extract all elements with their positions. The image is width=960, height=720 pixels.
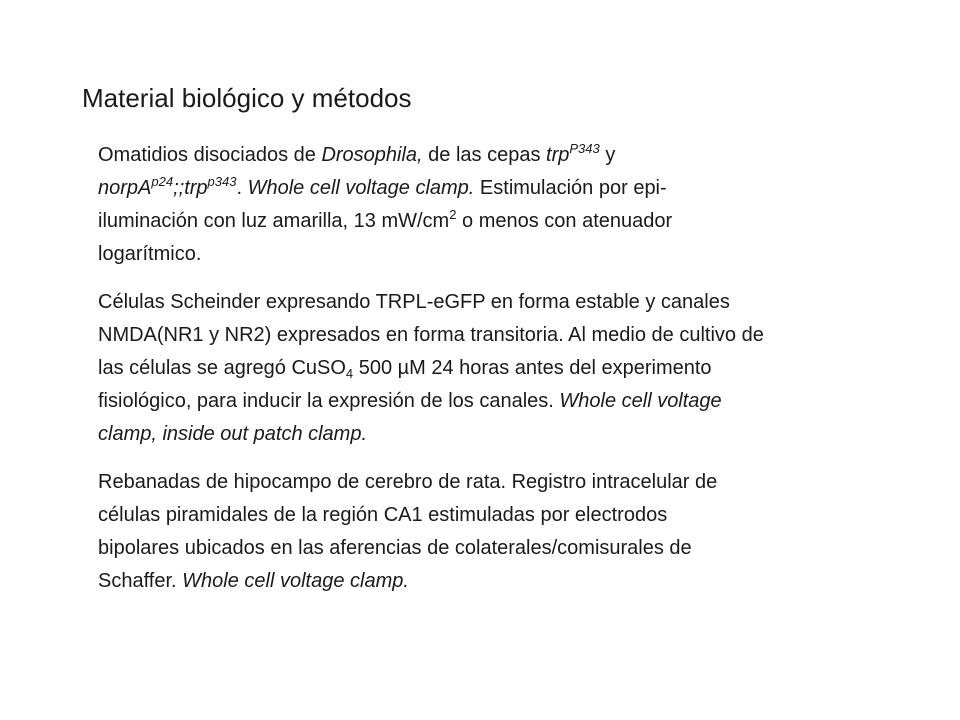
strain-superscript: p343 — [207, 174, 237, 189]
text: 500 µM 24 horas antes del experimento — [353, 357, 712, 379]
p3-line-4 — [98, 565, 943, 598]
p1-line-2 — [98, 172, 943, 205]
strain-name: norpA — [98, 177, 152, 199]
p1-line-1 — [98, 139, 943, 172]
paragraph-scheinder-cells — [98, 286, 943, 451]
p2-line-2: NMDA(NR1 y NR2) expresados en forma transitoria. Al medio de cultivo de — [98, 324, 764, 346]
p3-line-3: bipolares ubicados en las aferencias de colaterales/comisurales de — [98, 537, 692, 559]
p3-line-2: células piramidales de la región CA1 estimuladas por electrodos — [98, 504, 668, 526]
text: fisiológico, para inducir la expresión de los canales. — [98, 390, 560, 412]
paragraph-drosophila — [98, 139, 943, 271]
unit-superscript: 2 — [449, 207, 457, 222]
species-name: Drosophila, — [321, 144, 423, 166]
method-name: Whole cell voltage — [559, 390, 722, 412]
formula-subscript: 4 — [345, 366, 354, 381]
p2-line-5: clamp, inside out patch clamp. — [98, 423, 368, 445]
text: las células se agregó CuSO — [98, 357, 346, 379]
strain-name: ;;trp — [173, 177, 208, 199]
text: Omatidios disociados de — [98, 144, 322, 166]
text: . — [236, 177, 248, 199]
paragraph-hippocampus — [98, 466, 943, 598]
p2-line-4 — [98, 385, 943, 418]
text: Estimulación por epi- — [474, 177, 667, 199]
method-name: Whole cell voltage clamp. — [182, 570, 409, 592]
strain-name: trp — [546, 144, 570, 166]
strain-superscript: P343 — [569, 141, 600, 156]
p1-line-3 — [98, 205, 943, 238]
text: y — [599, 144, 616, 166]
text: Schaffer. — [98, 570, 183, 592]
p2-line-1: Células Scheinder expresando TRPL-eGFP en forma estable y canales — [98, 291, 730, 313]
p3-line-1: Rebanadas de hipocampo de cerebro de rata. Registro intracelular de — [98, 471, 718, 493]
text: o menos con atenuador — [456, 210, 673, 232]
p1-line-4: logarítmico. — [98, 243, 202, 265]
text: iluminación con luz amarilla, 13 mW/cm — [98, 210, 450, 232]
text: de las cepas — [422, 144, 547, 166]
p2-line-3 — [98, 352, 943, 385]
slide-title: Material biológico y métodos — [82, 83, 412, 113]
method-name: Whole cell voltage clamp. — [247, 177, 475, 199]
strain-superscript: p24 — [151, 174, 174, 189]
